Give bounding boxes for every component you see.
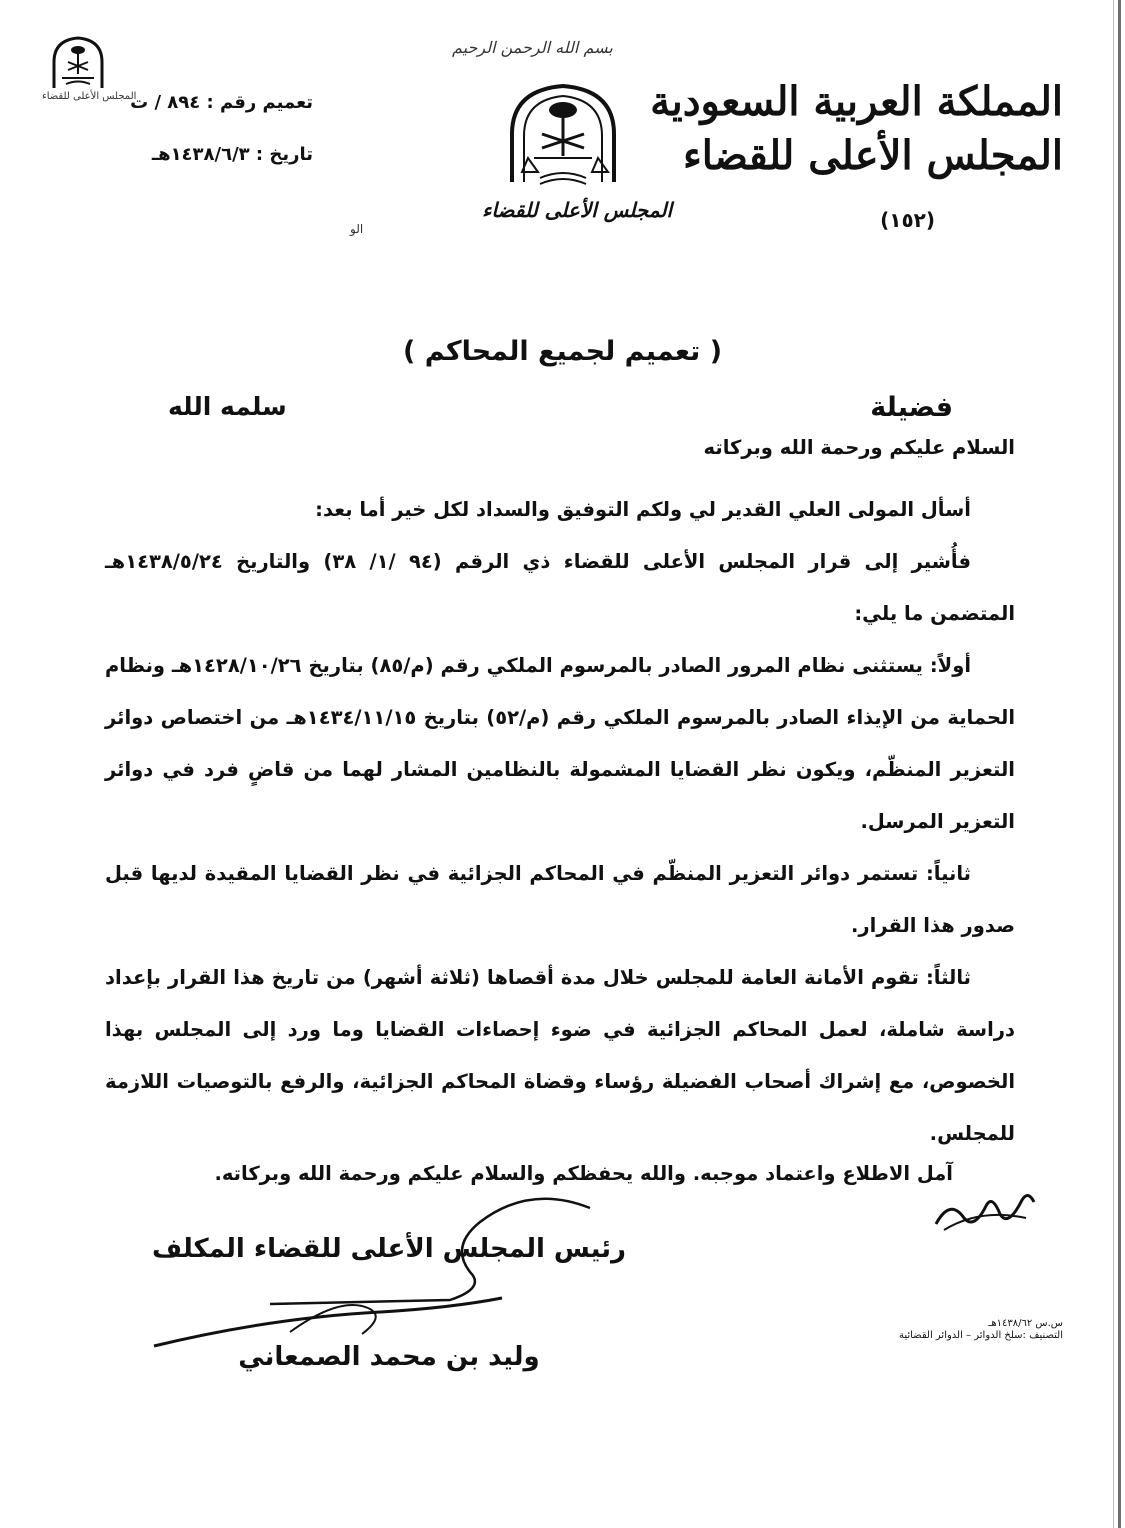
initials-mark-icon <box>930 1178 1040 1238</box>
org-number: (١٥٢) <box>880 208 935 232</box>
signature-scribble-icon <box>150 1188 600 1358</box>
signature-title: رئيس المجلس الأعلى للقضاء المكلف <box>151 1234 627 1264</box>
emblem-caption: المجلس الأعلى للقضاء <box>482 198 673 222</box>
scan-edge-line <box>1113 0 1114 1528</box>
date-value: ١٤٣٨/٦/٣هـ <box>151 144 250 165</box>
small-emblem-icon <box>46 36 110 92</box>
org-name-line1: المملكة العربية السعودية <box>650 78 1063 125</box>
circular-number: ٨٩٤ / ت <box>130 92 201 113</box>
paragraph-reference: فأُشير إلى قرار المجلس الأعلى للقضاء ذي الرقم (٩٤ /١/ ٣٨) والتاريخ ١٤٣٨/٥/٢٤هـ المتضمن ما يلي: <box>105 550 1015 625</box>
org-name-line2: المجلس الأعلى للقضاء <box>682 132 1063 179</box>
circular-number-line <box>130 92 313 113</box>
signature-name: وليد بن محمد الصمعاني <box>238 1342 540 1372</box>
salutation-right: فضيلة <box>870 392 953 423</box>
basmala: بسم الله الرحمن الرحيم <box>452 38 613 57</box>
date-label: تاريخ : <box>255 144 313 165</box>
council-emblem-icon <box>498 82 628 194</box>
classification-line2: التصنيف :سلخ الدوائر – الدوائر القضائية <box>898 1330 1063 1341</box>
paragraph-first: أولاً: يستثنى نظام المرور الصادر بالمرسوم الملكي رقم (م/٨٥) بتاريخ ١٤٢٨/١٠/٢٦هـ ونظام الحماية من الإيذاء الصادر بالمرسوم الملكي رقم (م/٥٢) بتاريخ ١٤٣٤/١١/١٥هـ من اختصاص دوائر التعزير المنظّم، ويكون نظر القضايا المشمولة بالنظامين المشار لهما من قاضٍ فرد في دوائر التعزير المرسل. <box>105 654 1016 833</box>
scan-edge <box>1118 0 1121 1528</box>
circular-date-line <box>152 144 313 165</box>
circular-label: تعميم رقم : <box>206 92 313 113</box>
salutation-left: سلمه الله <box>168 392 287 421</box>
document-title: ( تعميم لجميع المحاكم ) <box>402 336 723 367</box>
paragraph-second: ثانياً: تستمر دوائر التعزير المنظّم في المحاكم الجزائية في نظر القضايا المقيدة لديها قبل صدور هذا القرار. <box>105 862 1015 937</box>
classification-line1: س.س ١٤٣٨/٦٢هـ <box>988 1318 1063 1329</box>
paragraph-intro: أسأل المولى العلي القدير لي ولكم التوفيق والسداد لكل خير أما بعد: <box>315 498 971 521</box>
closing-line: آمل الاطلاع واعتماد موجبه. والله يحفظكم والسلام عليكم ورحمة الله وبركاته. <box>214 1162 953 1185</box>
greeting: السلام عليكم ورحمة الله وبركاته <box>703 436 1015 459</box>
small-emblem-caption: المجلس الأعلى للقضاء <box>42 91 137 102</box>
mini-label: الو <box>350 222 364 236</box>
paragraph-third: ثالثاً: تقوم الأمانة العامة للمجلس خلال مدة أقصاها (ثلاثة أشهر) من تاريخ هذا القرار بإعداد دراسة شاملة، لعمل المحاكم الجزائية في ضوء إحصاءات القضايا وما ورد إلى المجلس بهذا الخصوص، مع إشراك أصحاب الفضيلة رؤساء وقضاة المحاكم الجزائية، والرفع بالتوصيات اللازمة للمجلس. <box>105 966 1015 1145</box>
